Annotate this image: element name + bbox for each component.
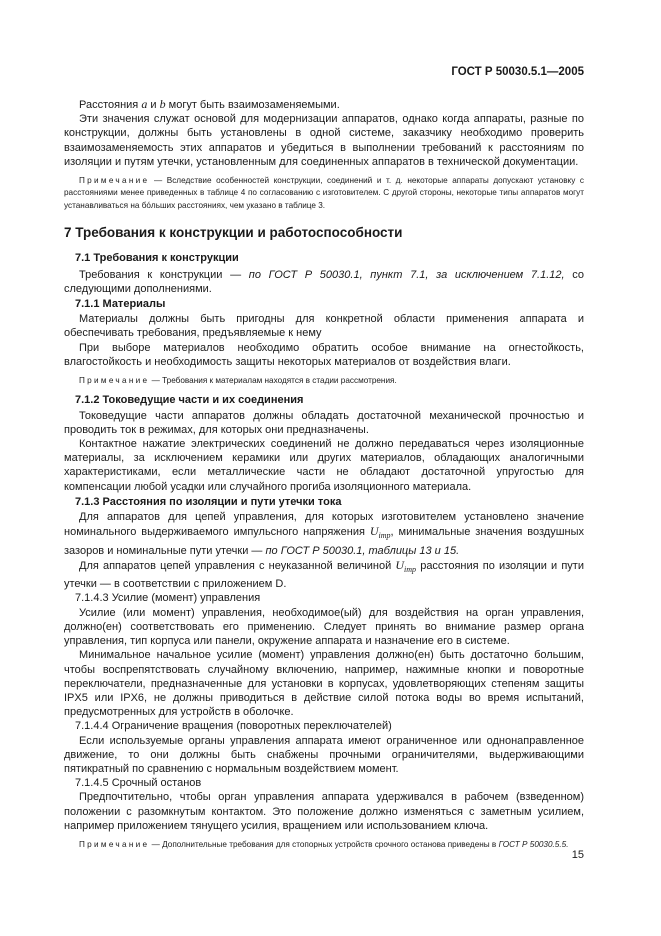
section-7-1-4-5-p1: Предпочтительно, чтобы орган управления аппарата удерживался в рабочем (взведенном) положении с разомкнутым контактом. Это положение должно изменяться с заметным усилием, например приложением тянущего усилия, вращением или использованием ключа. [64, 791, 584, 832]
section-7-1-1-p2: При выборе материалов необходимо обратить особое внимание на огнестойкость, влагостойкость и необходимость защиты некоторых материалов от воздействия влаги. [64, 341, 584, 368]
section-7-1-3-p2: Для аппаратов цепей управления с неуказанной величиной $U_{imp}$ расстояния по изоляции и пути утечки — в соответствии с приложением D. [64, 557, 584, 591]
paragraph-distances: Расстояния a и b могут быть взаимозаменяемыми. [79, 97, 340, 111]
section-7-1-1-p1: Материалы должны быть пригодны для конкретной области применения аппарата и обеспечивать требования, предъявляемые к нему [64, 313, 584, 340]
section-7-1-3-title: 7.1.3 Расстояния по изоляции и пути утечки тока [75, 495, 342, 508]
note-1: Примечание — Вследствие особенностей конструкции, соединений и т. д. некоторые аппараты допускают установку с расстояниями менее приведенных в таблице 4 по согласованию с изготовителем. С другой стороны, некоторые типы аппаратов могут устанавливаться на бо́льших расстояниях, чем указано в таблице 3. [64, 176, 584, 210]
section-7-1-4-3-title: 7.1.4.3 Усилие (момент) управления [75, 592, 261, 605]
section-7-1-2-p1: Токоведущие части аппаратов должны обладать достаточной механической прочностью и проводить ток в режимах, для которых они предназначены. [64, 409, 584, 436]
document-header: ГОСТ Р 50030.5.1—2005 [451, 66, 584, 78]
section-7-1-2-title: 7.1.2 Токоведущие части и их соединения [75, 394, 304, 407]
section-7-1-4-3-p1: Усилие (или момент) управления, необходимое(ый) для воздействия на орган управления, должно(ен) соответствовать его применению. Следует принять во внимание размер органа управления, тип корпуса или панели, окружение аппарата и назначение его в системе. [64, 606, 584, 648]
section-7-1-4-4-p1: Если используемые органы управления аппарата имеют ограниченное или однонаправленное движение, то они должны быть снабжены прочными ограничителями, выдерживающими пятикратный по сравнению с нормальным воздействием момент. [64, 734, 584, 775]
section-7-1-4-5-title: 7.1.4.5 Срочный останов [75, 777, 202, 790]
document-body [64, 97, 584, 857]
page-number: 15 [571, 849, 584, 861]
note-2: Примечание — Требования к материалам находятся в стадии рассмотрения. [79, 376, 397, 386]
paragraph-values: Эти значения служат основой для модернизации аппаратов, однако когда аппараты, разные по конструкции, должны быть установлены в одной системе, заказчику необходимо проверить взаимозаменяемость этих аппаратов и убедиться в выполнении требований к расстояниям по изоляции и путям утечки, установленным для соединенных аппаратов в технической документации. [64, 113, 584, 168]
note-3: Примечание — Дополнительные требования для стопорных устройств срочного останова приведены в ГОСТ Р 50030.5.5. [79, 839, 569, 849]
section-7-1-1-title: 7.1.1 Материалы [75, 298, 166, 311]
section-7-1-3-p1: Для аппаратов для цепей управления, для которых изготовителем установлено значение номинального выдерживаемого импульсного напряжения $U_{imp}$, минимальные значения воздушных зазоров и номинальные пути утечки — по ГОСТ Р 50030.1, таблицы 13 и 15. [64, 511, 584, 557]
section-7-1-4-4-title: 7.1.4.4 Ограничение вращения (поворотных переключателей) [75, 720, 392, 733]
section-7-1-text: Требования к конструкции — по ГОСТ Р 50030.1, пункт 7.1, за исключением 7.1.12, со следующими дополнениями. [64, 268, 584, 295]
section-7-1-2-p2: Контактное нажатие электрических соединений не должно передаваться через изоляционные материалы, за исключением керамики или других материалов, обладающих аналогичными характеристиками, если металлические части не обладают достаточной упругостью для компенсации любой усадки или случайного прогиба изоляционного материала. [64, 438, 584, 493]
section-7-title: 7 Требования к конструкции и работоспособности [64, 225, 403, 241]
section-7-1-4-3-p2: Минимальное начальное усилие (момент) управления должно(ен) быть достаточно большим, чтобы воспрепятствовать случайному включению, например, нажимные кнопки и поворотные переключатели, предназначенные для установки в корпусах, удовлетворяющих степеням защиты IPX5 или IPX6, не должны приводиться в действие силой потока воды во время испытаний, предусмотренных для устройств в оболочке. [64, 649, 584, 719]
section-7-1-title: 7.1 Требования к конструкции [75, 252, 239, 265]
